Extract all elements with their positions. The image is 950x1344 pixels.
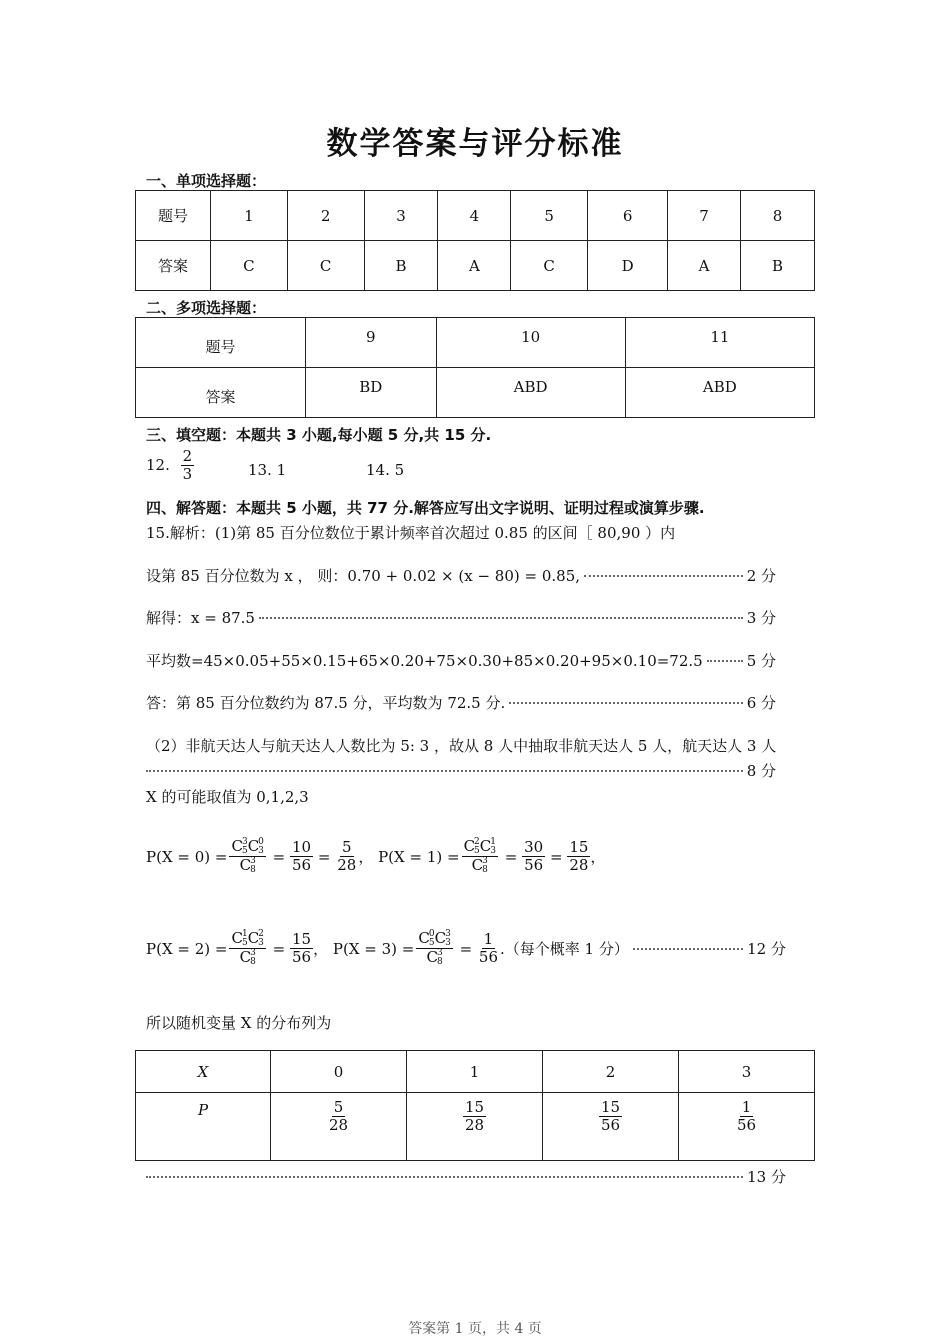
question-number: 9 bbox=[306, 318, 437, 368]
answer-cell: D bbox=[588, 241, 668, 291]
q12-label: 12. bbox=[146, 455, 170, 474]
dist-p-cell: $\frac{15}{56}$ bbox=[543, 1093, 679, 1161]
row-label: 题号 bbox=[136, 191, 211, 241]
question-number: 3 bbox=[364, 191, 438, 241]
formula-lhs: P(X = 0) = bbox=[146, 847, 228, 866]
page-title: 数学答案与评分标准 bbox=[326, 126, 624, 162]
answer-cell: A bbox=[668, 241, 741, 291]
answer-cell: C bbox=[211, 241, 288, 291]
question-number: 1 bbox=[211, 191, 288, 241]
combination-fraction: C 0 5 C 3 3 C 3 8 bbox=[418, 929, 451, 967]
question-number: 2 bbox=[287, 191, 364, 241]
dist-header-cell: X bbox=[136, 1051, 271, 1093]
question-number: 10 bbox=[436, 318, 625, 368]
score: 6 分 bbox=[746, 694, 776, 712]
dist-header-cell: 0 bbox=[271, 1051, 407, 1093]
formula-lhs: P(X = 2) = bbox=[146, 939, 228, 958]
distribution-intro: 所以随机变量 X 的分布列为 bbox=[146, 1014, 332, 1032]
dist-p-label: P bbox=[136, 1093, 271, 1161]
answer-cell: B bbox=[740, 241, 814, 291]
solution-line-3 bbox=[146, 607, 776, 628]
q12-numerator: 2 bbox=[182, 447, 193, 465]
question-number: 11 bbox=[625, 318, 814, 368]
answer-cell: C bbox=[511, 241, 588, 291]
question-number: 7 bbox=[668, 191, 741, 241]
prob-formula-row-2: P(X = 2) = C 1 5 C 2 3 C 3 8 = $\frac{15}{56}$ ， P(X = 3) = C 0 5 C 3 3 C 3 8 = $\frac{1}{56}$ . （每个概率 1 分） 12 分 bbox=[146, 929, 786, 967]
value-fraction: $\frac{10}{56}$ bbox=[292, 837, 312, 874]
question-number: 8 bbox=[740, 191, 814, 241]
combination-fraction: C 1 5 C 2 3 C 3 8 bbox=[231, 929, 264, 967]
dot-leader bbox=[146, 1176, 743, 1178]
line-text: 设第 85 百分位数为 x ， 则：0.70 + 0.02 × (x − 80) = 0.85, bbox=[146, 567, 581, 585]
value-fraction: $\frac{1}{56}$ bbox=[478, 929, 498, 966]
solution-line-6: （2）非航天达人与航天达人人数比为 5: 3 ，故从 8 人中抽取非航天达人 5 人，航天达人 3 人 bbox=[146, 737, 777, 755]
dist-p-cell: $\frac{5}{28}$ bbox=[271, 1093, 407, 1161]
formula-lhs: P(X = 1) = bbox=[378, 847, 460, 866]
solution-line-6-score bbox=[146, 760, 776, 781]
line-text: 答：第 85 百分位数约为 87.5 分，平均数为 72.5 分. bbox=[146, 694, 506, 712]
dist-header-cell: 3 bbox=[679, 1051, 815, 1093]
answer-cell: ABD bbox=[625, 368, 814, 418]
solution-line-1: 15.解析：(1)第 85 百分位数位于累计频率首次超过 0.85 的区间［ 80,90 ）内 bbox=[146, 524, 676, 542]
solution-line-7: X 的可能取值为 0,1,2,3 bbox=[146, 788, 309, 806]
dist-header-cell: 1 bbox=[407, 1051, 543, 1093]
score: 3 分 bbox=[746, 609, 776, 627]
dist-p-cell: $\frac{15}{28}$ bbox=[407, 1093, 543, 1161]
distribution-table bbox=[135, 1050, 815, 1161]
dist-p-cell: $\frac{1}{56}$ bbox=[679, 1093, 815, 1161]
single-choice-table bbox=[135, 190, 815, 291]
line-text: 解得：x = 87.5 bbox=[146, 609, 255, 627]
combination-fraction: C 2 5 C 1 3 C 3 8 bbox=[463, 837, 496, 875]
score: 5 分 bbox=[746, 652, 776, 670]
q12-fraction bbox=[181, 448, 195, 484]
value-fraction: $\frac{30}{56}$ bbox=[524, 837, 544, 874]
line-text: 平均数=45×0.05+55×0.15+65×0.20+75×0.30+85×0.20+95×0.10=72.5 bbox=[146, 652, 703, 670]
section2-heading: 二、多项选择题： bbox=[146, 299, 267, 317]
solution-line-4 bbox=[146, 650, 776, 671]
q14-answer: 14. 5 bbox=[366, 461, 405, 479]
answer-cell: A bbox=[438, 241, 511, 291]
question-number: 4 bbox=[438, 191, 511, 241]
dot-leader bbox=[633, 948, 743, 950]
row-label: 答案 bbox=[136, 368, 306, 418]
score: 13 分 bbox=[747, 1168, 786, 1186]
question-number: 6 bbox=[588, 191, 668, 241]
q13-answer: 13. 1 bbox=[248, 461, 287, 479]
q12-denominator: 3 bbox=[182, 465, 193, 484]
scoring-note: （每个概率 1 分） bbox=[504, 940, 629, 958]
dot-leader bbox=[259, 617, 743, 619]
fill-in-answers bbox=[146, 448, 194, 484]
section4-heading: 四、解答题：本题共 5 小题，共 77 分.解答应写出文字说明、证明过程或演算步骤. bbox=[146, 499, 705, 517]
prob-formula-row-1: P(X = 0) = C 3 5 C 0 3 C 3 8 = $\frac{10}{56}$ = $\frac{5}{28}$ ， P(X = 1) = C 2 5 C 1 3 C 3 8 = $\frac{30}{56}$ = $\frac{15}{28}$ ， bbox=[146, 837, 606, 875]
answer-cell: B bbox=[364, 241, 438, 291]
value-fraction: $\frac{15}{56}$ bbox=[292, 929, 312, 966]
dot-leader bbox=[707, 660, 743, 662]
answer-cell: ABD bbox=[436, 368, 625, 418]
answer-cell: BD bbox=[306, 368, 437, 418]
answer-cell: C bbox=[287, 241, 364, 291]
combination-fraction: C 3 5 C 0 3 C 3 8 bbox=[231, 837, 264, 875]
score: 2 分 bbox=[746, 567, 776, 585]
page-footer: 答案第 1 页，共 4 页 bbox=[408, 1321, 542, 1337]
section1-heading: 一、单项选择题： bbox=[146, 172, 267, 190]
value-fraction: $\frac{5}{28}$ bbox=[337, 837, 357, 874]
value-fraction: $\frac{15}{28}$ bbox=[569, 837, 589, 874]
score: 12 分 bbox=[747, 940, 786, 958]
question-number: 5 bbox=[511, 191, 588, 241]
row-label: 答案 bbox=[136, 241, 211, 291]
dot-leader bbox=[584, 575, 743, 577]
multi-choice-table bbox=[135, 317, 815, 418]
distribution-score-line bbox=[146, 1166, 786, 1187]
formula-lhs: P(X = 3) = bbox=[332, 939, 415, 958]
solution-line-2 bbox=[146, 565, 776, 586]
dist-header-cell: 2 bbox=[543, 1051, 679, 1093]
section3-heading: 三、填空题：本题共 3 小题,每小题 5 分,共 15 分. bbox=[146, 426, 492, 444]
dot-leader bbox=[509, 702, 742, 704]
row-label: 题号 bbox=[136, 318, 306, 368]
score: 8 分 bbox=[746, 762, 776, 780]
dot-leader bbox=[146, 770, 743, 772]
solution-line-5 bbox=[146, 692, 776, 713]
